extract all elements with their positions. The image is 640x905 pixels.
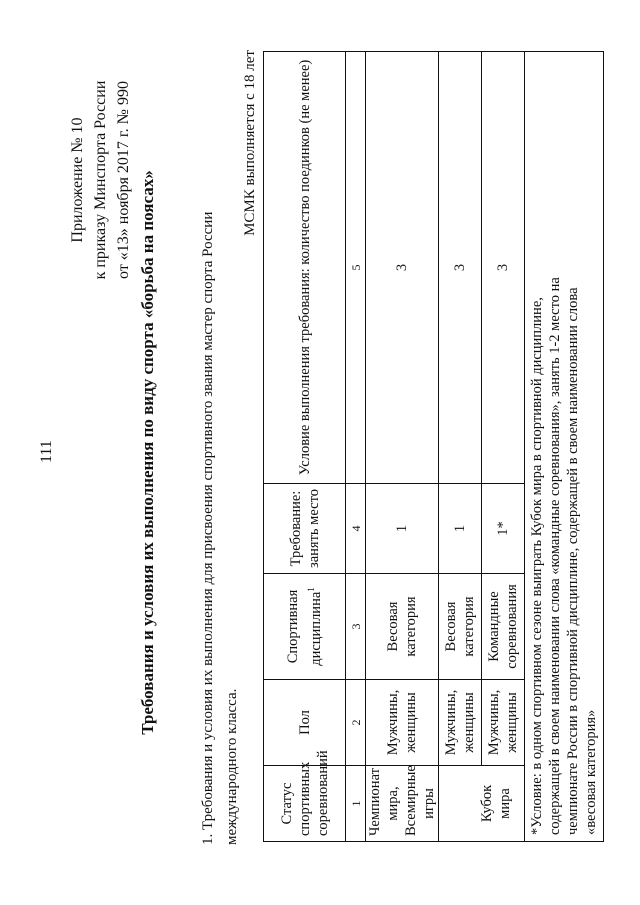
row-2-condition: 3 — [439, 52, 482, 484]
row-2-sex: Мужчины, женщины — [439, 680, 482, 766]
header-sex: Пол — [264, 680, 346, 766]
row-1-status: Чемпионат мира, Всемирные игры — [366, 766, 439, 842]
table-footnote — [525, 52, 604, 842]
header-condition: Условие выполнения требования: количество поединков (не менее) — [264, 52, 346, 484]
footnote-line: «весовая категория» — [583, 709, 599, 835]
row-1-place: 1 — [366, 484, 439, 574]
row-3-condition: 3 — [482, 52, 525, 484]
column-number: 1 — [346, 766, 366, 842]
table-row — [482, 52, 525, 842]
row-3-sex: Мужчины, женщины — [482, 680, 525, 766]
footnote-line: содержащей в своем наименовании слова «командные соревнования», занять 1-2 место на — [547, 277, 563, 835]
appendix-reference — [66, 60, 135, 300]
appendix-line-3: от «13» ноября 2017 г. № 990 — [115, 81, 132, 279]
intro-paragraph: 1. Требования и условия их выполнения для присвоения спортивного звания мастер спорта России международного класса. — [200, 211, 240, 845]
table-header-row — [264, 52, 346, 842]
column-number: 4 — [346, 484, 366, 574]
header-discipline — [264, 574, 346, 680]
appendix-line-2: к приказу Минспорта России — [92, 80, 109, 280]
footnote-line: *Условие: в одном спортивном сезоне выиграть Кубок мира в спортивной дисциплине, — [529, 297, 545, 835]
header-place: Требование: занять место — [264, 484, 346, 574]
column-number: 3 — [346, 574, 366, 680]
row-2-status: Кубок мира — [439, 766, 525, 842]
row-3-discipline: Командные соревнования — [482, 574, 525, 680]
requirements-table — [263, 51, 604, 842]
table-row — [439, 52, 482, 842]
table-note: МСМК выполняется с 18 лет — [242, 50, 258, 236]
appendix-line-1: Приложение № 10 — [69, 117, 86, 243]
page-number: 111 — [38, 440, 55, 463]
row-1-discipline: Весовая категория — [366, 574, 439, 680]
footnote-row — [525, 52, 604, 842]
row-2-discipline: Весовая категория — [439, 574, 482, 680]
header-status: Статус спортивных соревнований — [264, 766, 346, 842]
column-number-row — [346, 52, 366, 842]
footnote-line: чемпионате России в спортивной дисциплине, содержащей в своем наименовании слова — [565, 287, 581, 835]
table-row — [366, 52, 439, 842]
column-number: 5 — [346, 52, 366, 484]
row-3-place: 1* — [482, 484, 525, 574]
column-number: 2 — [346, 680, 366, 766]
row-1-condition: 3 — [366, 52, 439, 484]
header-discipline-footnote-mark: 1 — [306, 587, 317, 592]
row-2-place: 1 — [439, 484, 482, 574]
document-title: Требования и условия их выполнения по виду спорта «борьба на поясах» — [138, 170, 157, 735]
row-1-sex: Мужчины, женщины — [366, 680, 439, 766]
header-discipline-text: Спортивная дисциплина — [285, 589, 324, 666]
